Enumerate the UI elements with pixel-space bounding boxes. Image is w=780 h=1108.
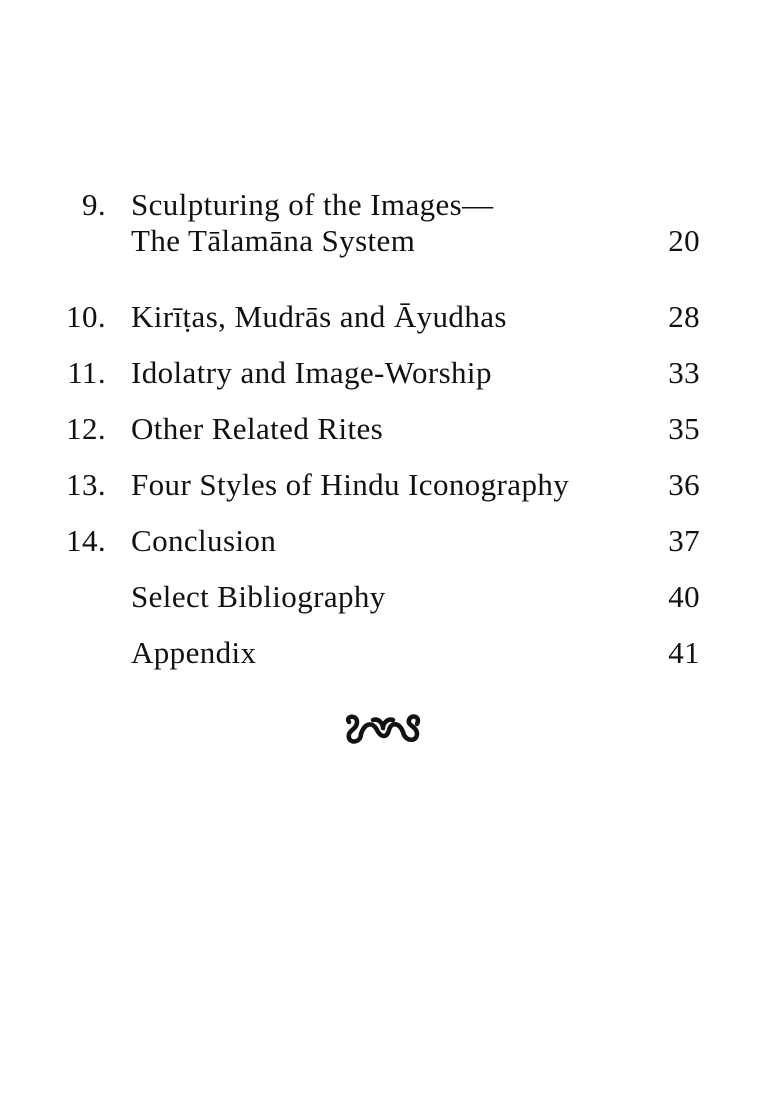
entry-title: Appendix: [131, 635, 257, 670]
toc-entry: [0, 463, 780, 519]
entry-page: 37: [668, 523, 700, 558]
entry-title: [131, 187, 494, 259]
floral-ornament-icon: [343, 712, 423, 746]
entry-title: Select Bibliography: [131, 579, 386, 614]
toc-entry: [0, 575, 780, 631]
entry-title-line: The Tālamāna System: [131, 223, 416, 258]
entry-page: 33: [668, 355, 700, 390]
toc-entry: [0, 351, 780, 407]
entry-title: Other Related Rites: [131, 411, 384, 446]
entry-number: 14.: [66, 523, 106, 558]
entry-page: 28: [668, 299, 700, 334]
entry-number: 9.: [81, 187, 106, 222]
toc-entry: [0, 519, 780, 575]
toc-entry: [0, 295, 780, 351]
entry-title: Kirīṭas, Mudrās and Āyudhas: [131, 299, 507, 334]
table-of-contents: [0, 183, 780, 687]
entry-page: 36: [668, 467, 700, 502]
entry-page: 40: [668, 579, 700, 614]
entry-number: 10.: [66, 299, 106, 334]
entry-title: Conclusion: [131, 523, 277, 558]
toc-entry: [0, 631, 780, 687]
entry-title-line: Sculpturing of the Images—: [131, 187, 494, 222]
toc-entry: [0, 407, 780, 463]
toc-entry: [0, 183, 780, 295]
entry-title: Four Styles of Hindu Iconography: [131, 467, 570, 502]
entry-page: 35: [668, 411, 700, 446]
entry-number: 11.: [67, 355, 106, 390]
entry-number: 13.: [66, 467, 106, 502]
entry-number: 12.: [66, 411, 106, 446]
entry-page: 41: [668, 635, 700, 670]
entry-title: Idolatry and Image-Worship: [131, 355, 492, 390]
entry-page: 20: [668, 223, 700, 258]
